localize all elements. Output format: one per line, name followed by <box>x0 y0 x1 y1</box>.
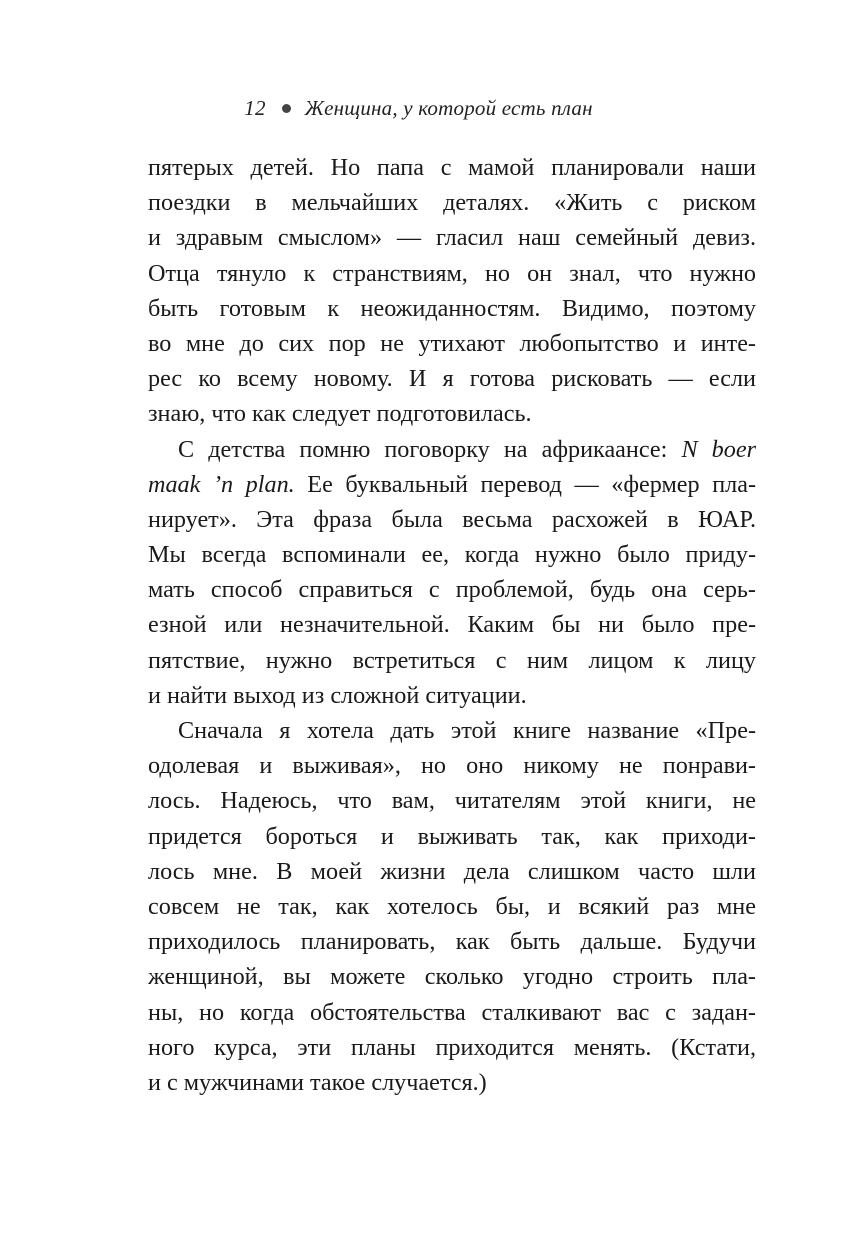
separator-bullet-icon <box>282 104 291 113</box>
paragraph-1 <box>148 150 756 432</box>
text-line: Отца тянуло к странствиям, но он знал, что нужно <box>148 259 756 287</box>
text-line: лось мне. В моей жизни дела слишком часто шли <box>148 857 756 885</box>
text-line: быть готовым к неожиданностям. Видимо, поэтому <box>148 294 756 322</box>
text-segment: Ее буквальный перевод — «фермер пла- <box>294 470 756 498</box>
text-line: Сначала я хотела дать этой книге название «Пре- <box>178 717 756 744</box>
text-line: и здравым смыслом» — гласил наш семейный девиз. <box>148 224 756 252</box>
text-line: лось. Надеюсь, что вам, читателям этой книги, не <box>148 787 756 815</box>
text-line: пятствие, нужно встретиться с ним лицом к лицу <box>148 646 756 674</box>
text-line: мать способ справиться с проблемой, будь она серь- <box>148 576 756 604</box>
text-line: рес ко всему новому. И я готова рисковать — если <box>148 365 756 393</box>
body-text <box>148 150 756 1100</box>
page-number: 12 <box>244 96 266 120</box>
italic-phrase: maak ’n plan. <box>148 470 295 498</box>
paragraph-3 <box>148 713 756 1100</box>
text-segment: С детства помню поговорку на африкаансе: <box>178 435 682 463</box>
italic-phrase: N boer <box>681 435 756 463</box>
text-line: придется бороться и выживать так, как приходи- <box>148 822 756 850</box>
text-line: приходилось планировать, как быть дальше. Будучи <box>148 928 756 956</box>
text-line: ного курса, эти планы приходится менять. (Кстати, <box>148 1033 756 1061</box>
running-header <box>0 96 845 121</box>
text-line: одолевая и выживая», но оно никому не понрави- <box>148 752 756 780</box>
text-line: знаю, что как следует подготовилась. <box>148 400 532 428</box>
text-line: ны, но когда обстоятельства сталкивают вас с задан- <box>148 998 756 1026</box>
text-line: нирует». Эта фраза была весьма расхожей в ЮАР. <box>148 505 756 533</box>
text-line: совсем не так, как хотелось бы, и всякий раз мне <box>148 892 756 920</box>
text-line: и с мужчинами такое случается.) <box>148 1068 487 1096</box>
text-line <box>148 432 756 467</box>
text-line: Мы всегда вспоминали ее, когда нужно было приду- <box>148 541 756 569</box>
text-line <box>148 467 756 502</box>
text-line: поездки в мельчайших деталях. «Жить с риском <box>148 189 756 217</box>
text-line: пятерых детей. Но папа с мамой планировали наши <box>148 154 756 181</box>
text-line: женщиной, вы можете сколько угодно строить пла- <box>148 963 756 991</box>
text-line: и найти выход из сложной ситуации. <box>148 681 527 709</box>
book-title: Женщина, у которой есть план <box>304 96 593 120</box>
text-line: во мне до сих пор не утихают любопытство и инте- <box>148 329 756 357</box>
text-line: езной или незначительной. Каким бы ни было пре- <box>148 611 756 639</box>
paragraph-2 <box>148 432 756 714</box>
